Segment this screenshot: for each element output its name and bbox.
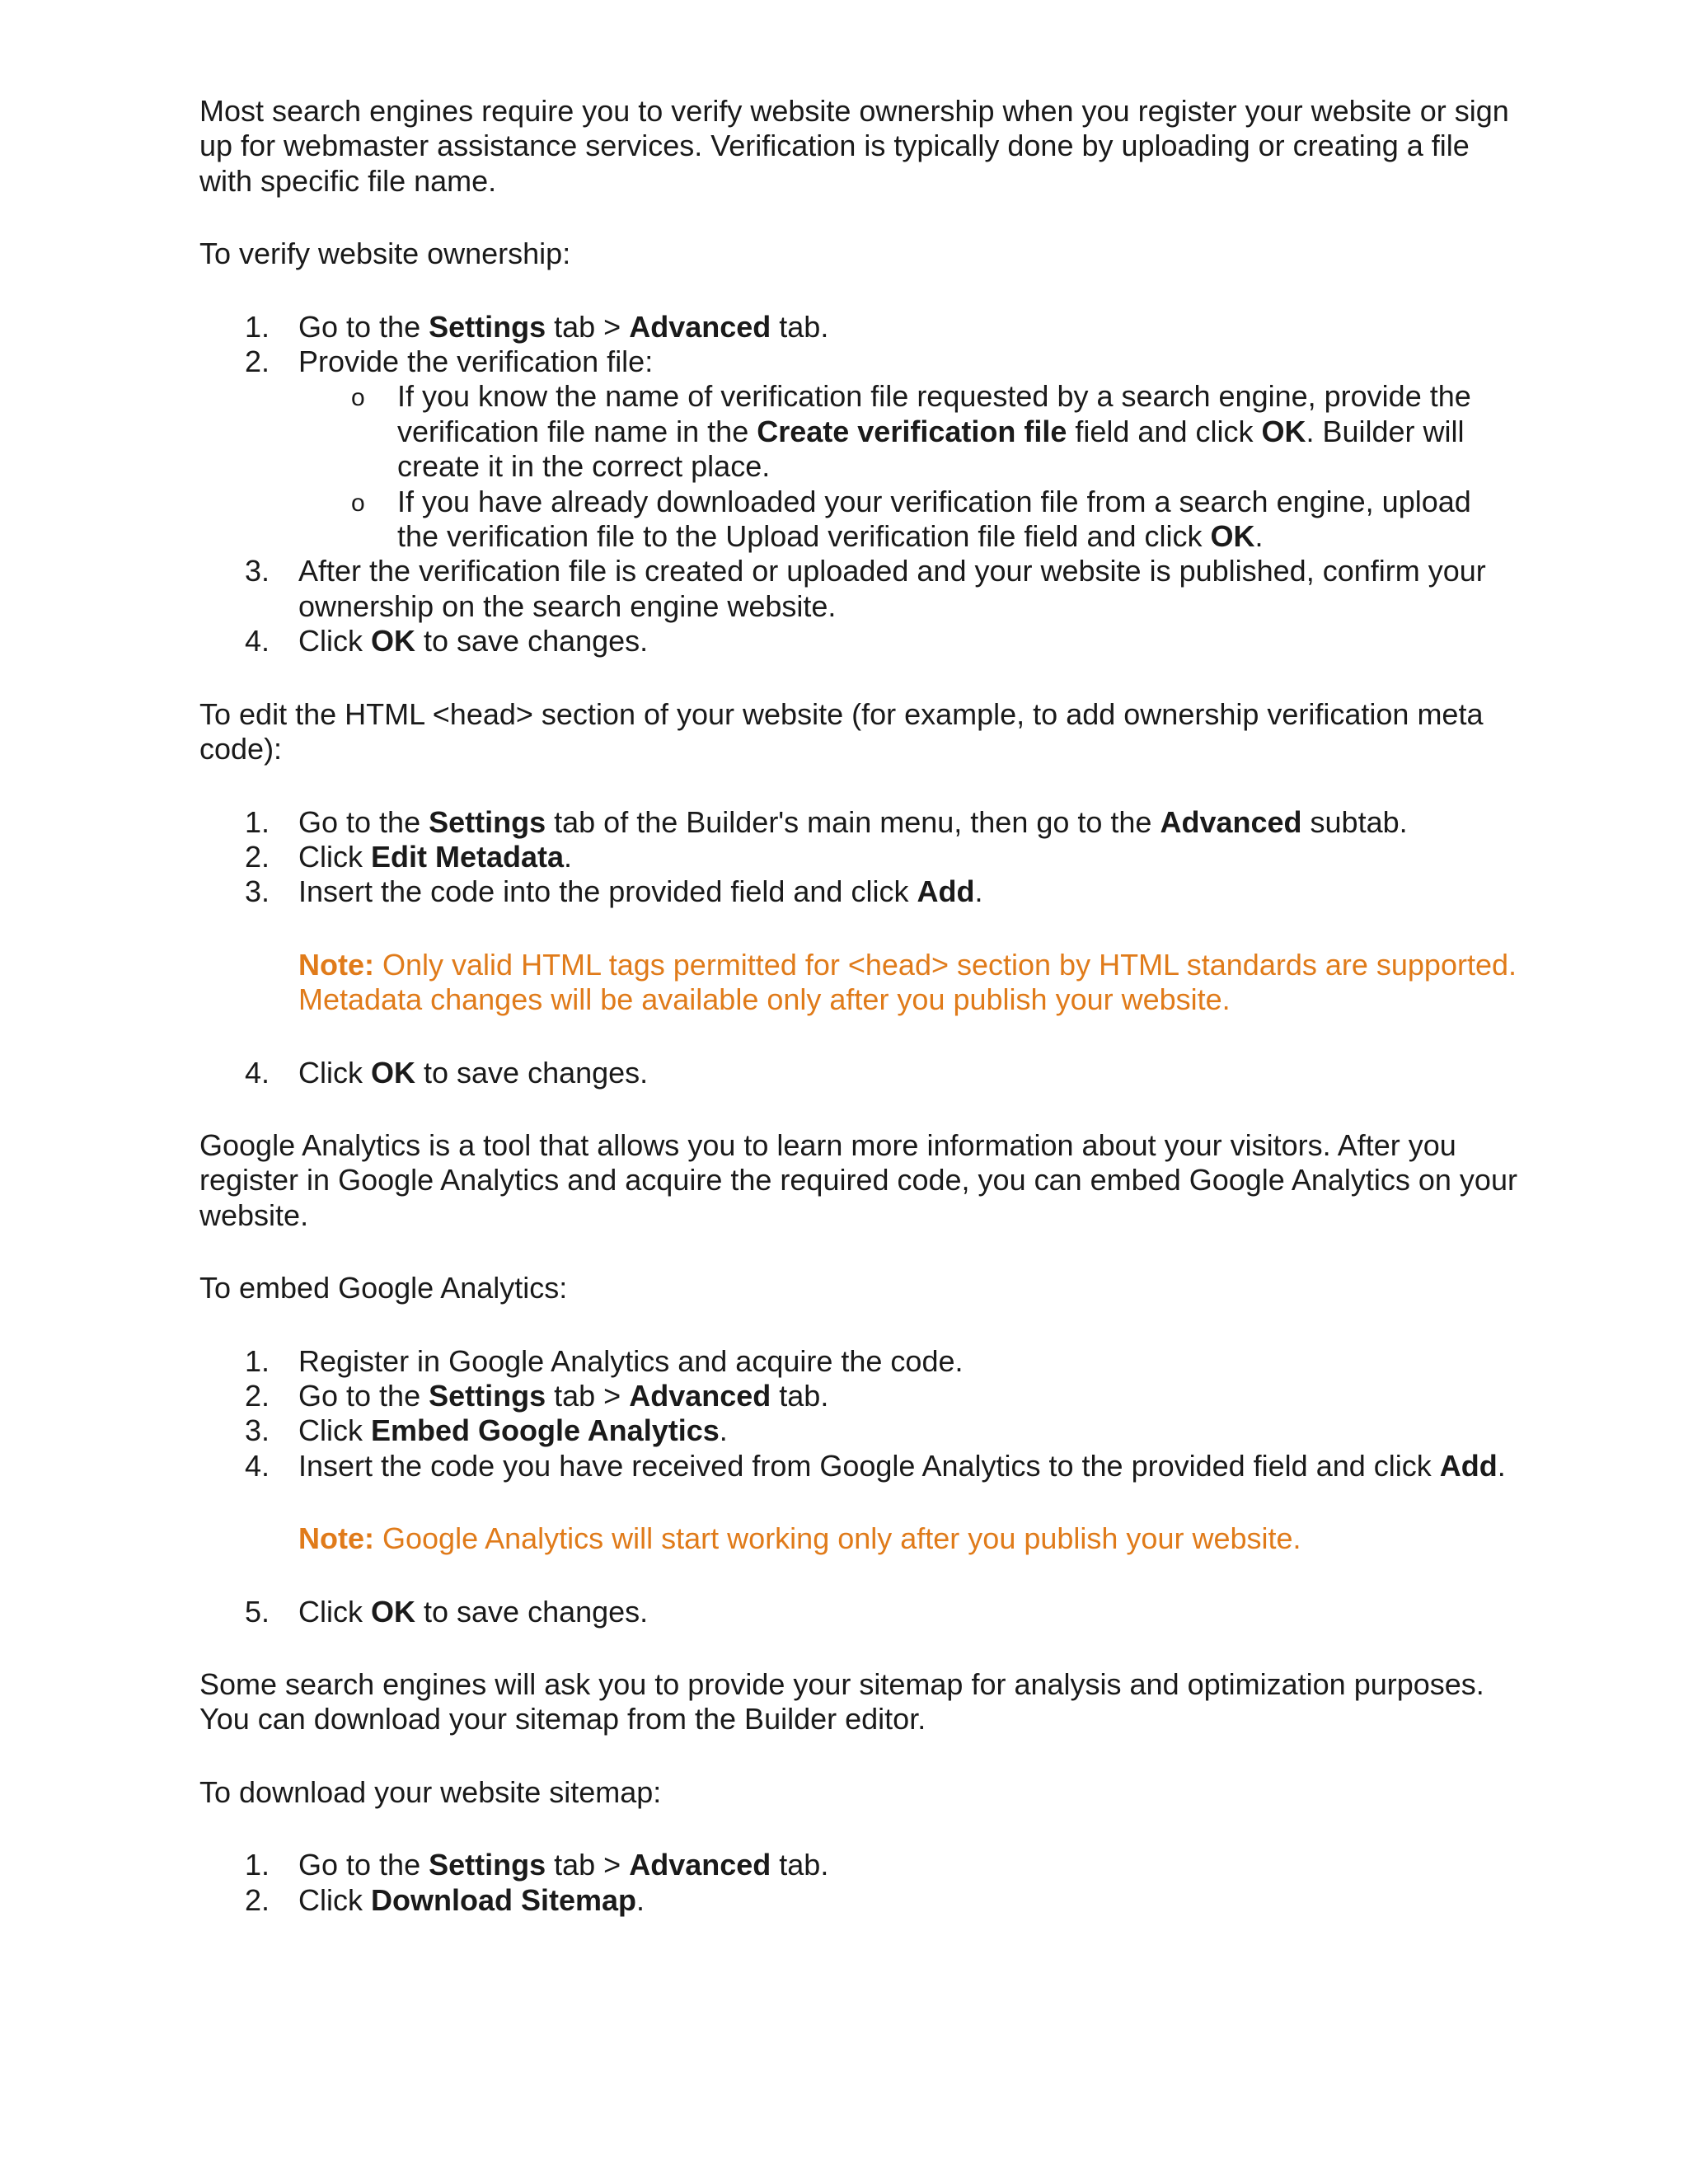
- metadata-note: Note: Only valid HTML tags permitted for <head> section by HTML standards are supported. Metadata changes will be available only after you publish your website.: [298, 947, 1517, 1017]
- ga-note: Note: Google Analytics will start working only after you publish your website.: [298, 1521, 1301, 1556]
- list-item: 1. Go to the Settings tab of the Builder's main menu, then go to the Advanced subtab.: [245, 804, 1408, 839]
- document-page: [199, 94, 1518, 1918]
- verify-heading: To verify website ownership:: [199, 237, 571, 271]
- list-item: 2. Click Download Sitemap.: [245, 1882, 645, 1917]
- list-item: 1. Register in Google Analytics and acquire the code.: [245, 1343, 964, 1378]
- list-item: 3. Click Embed Google Analytics.: [245, 1413, 728, 1448]
- list-item: 3. After the verification file is created or uploaded and your website is published, confirm your ownership on the search engine website.: [245, 554, 1486, 623]
- sub-list-item: o If you know the name of verification file requested by a search engine, provide the verification file name in the Create verification file field and click OK. Builder will create it in the correct place.: [351, 379, 1471, 484]
- ga-steps-list-cont: [199, 1595, 1518, 1629]
- list-item: 2. Provide the verification file: o If you know the name of verification file requested by a search engine, provide the verification file name in the Create verification file field and click OK. Builder will create it in the correct place. o If you have already downloaded your verification file from a search engine, upload the verification file to the Upload verification file field and click OK.: [199, 344, 1518, 554]
- bullet-icon: o: [351, 489, 365, 517]
- sitemap-intro-paragraph: Some search engines will ask you to provide your sitemap for analysis and optimization purposes. You can download your sitemap from the Builder editor.: [199, 1667, 1484, 1736]
- sitemap-steps-list: [199, 1848, 1518, 1918]
- verify-sub-list: [298, 379, 1518, 554]
- ga-steps-list: [199, 1344, 1518, 1484]
- list-item: 5. Click OK to save changes.: [245, 1594, 649, 1629]
- list-item: 4. Click OK to save changes.: [245, 1055, 649, 1090]
- list-item: 1. Go to the Settings tab > Advanced tab.: [245, 309, 829, 344]
- list-item: 4. Click OK to save changes.: [245, 624, 649, 658]
- list-item: 2. Go to the Settings tab > Advanced tab.: [245, 1378, 829, 1413]
- sitemap-heading: To download your website sitemap:: [199, 1774, 662, 1809]
- intro-paragraph: Most search engines require you to verify website ownership when you register your website or sign up for webmaster assistance services. Verification is typically done by uploading or creating a file with specific file name.: [199, 94, 1509, 198]
- list-item: 3. Insert the code into the provided field and click Add.: [245, 874, 983, 909]
- verify-steps-list: [199, 310, 1518, 659]
- ga-heading: To embed Google Analytics:: [199, 1271, 568, 1305]
- head-heading: To edit the HTML <head> section of your website (for example, to add ownership verification meta code):: [199, 696, 1484, 766]
- list-item: 2. Click Edit Metadata.: [245, 839, 573, 874]
- head-steps-list: [199, 805, 1518, 910]
- sub-list-item: o If you have already downloaded your verification file from a search engine, upload the verification file to the Upload verification file field and click OK.: [351, 484, 1471, 554]
- head-steps-list-cont: [199, 1056, 1518, 1090]
- bullet-icon: o: [351, 384, 365, 412]
- ga-intro-paragraph: Google Analytics is a tool that allows you to learn more information about your visitors. After you register in Google Analytics and acquire the required code, you can embed Google Analytics on your website.: [199, 1127, 1517, 1232]
- list-item: 4. Insert the code you have received from Google Analytics to the provided field and click Add.: [245, 1448, 1506, 1483]
- list-item: 1. Go to the Settings tab > Advanced tab.: [245, 1848, 829, 1882]
